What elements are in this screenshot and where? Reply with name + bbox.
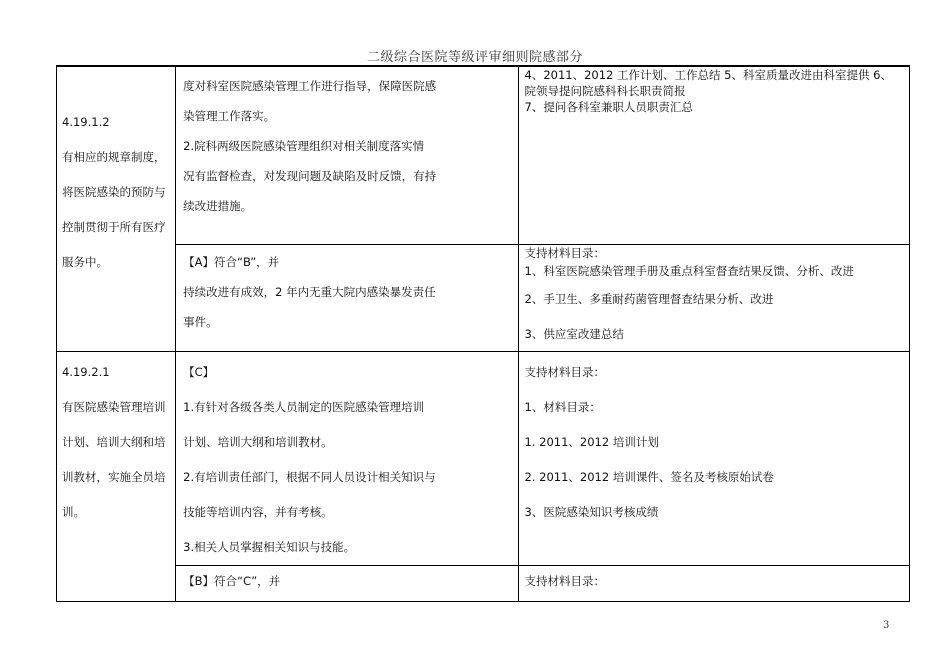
standard-text-line: 2.有培训责任部门，根据不同人员设计相关知识与 [183,470,436,484]
materials-text-line: 3、医院感染知识考核成绩 [524,505,659,519]
materials-text-line: 3、供应室改建总结 [524,327,624,341]
criteria-id-cell [57,67,176,352]
criteria-code: 4.19.2.1 [62,365,110,379]
standard-text-line: 3.相关人员掌握相关知识与技能。 [183,540,356,554]
materials-text-line: 2、手卫生、多重耐药菌管理督查结果分析、改进 [524,292,774,306]
criteria-text-line: 计划、培训大纲和培 [62,435,166,449]
page-number: 3 [883,620,890,631]
standard-text-line: 技能等培训内容，并有考核。 [183,505,333,519]
standard-text-line: 持续改进有成效，2 年内无重大院内感染暴发责任 [183,285,436,299]
standard-text-line: 【A】符合“B”，并 [183,255,280,269]
standard-cell [176,67,518,245]
standard-text-line: 染管理工作落实。 [183,109,276,123]
criteria-text-line: 有相应的规章制度， [62,150,166,164]
materials-text-line: 1. 2011、2012 培训计划 [524,435,659,449]
standard-text-line: 计划、培训大纲和培训教材。 [183,435,333,449]
criteria-text-line: 训。 [62,505,85,519]
materials-cell [518,352,909,566]
criteria-code: 4.19.1.2 [62,115,110,129]
criteria-text-line: 服务中。 [62,255,108,269]
standard-text-line: 1.有针对各级各类人员制定的医院感染管理培训 [183,400,425,414]
materials-text-line: 支持材料目录： [524,365,606,379]
table-row [57,245,910,352]
standard-text-line: 度对科室医院感染管理工作进行指导，保障医院感 [183,79,437,93]
criteria-text-line: 将医院感染的预防与 [62,185,166,199]
criteria-text-line: 有医院感染管理培训 [62,400,166,414]
table-row [57,352,910,566]
materials-text-line: 2. 2011、2012 培训课件、签名及考核原始试卷 [524,470,774,484]
materials-text-line: 1、科室医院感染管理手册及重点科室督查结果反馈、分析、改进 [524,264,854,278]
criteria-text-line: 控制贯彻于所有医疗 [62,220,166,234]
materials-cell [518,245,909,352]
materials-text-line: 支持材料目录： [524,246,606,260]
materials-text-line: 4、2011、2012 工作计划、工作总结 5、科室质量改进由科室提供 6、 [524,68,892,82]
table-row [57,67,910,245]
standard-cell [176,566,518,602]
page-header-title: 二级综合医院等级评审细则院感部分 [366,50,583,65]
materials-text-line: 1、材料目录： [524,400,601,414]
standard-text-line: 事件。 [183,315,218,329]
materials-cell [518,67,909,245]
standard-cell [176,352,518,566]
standard-text-line: 【B】符合“C”，并 [183,574,281,588]
criteria-text-line: 训教材，实施全员培 [62,470,166,484]
standard-cell [176,245,518,352]
materials-cell [518,566,909,602]
criteria-id-cell [57,352,176,602]
standard-text-line: 况有监督检查，对发现问题及缺陷及时反馈，有持 [183,169,437,183]
materials-text-line: 院领导提问院感科科长职责简报 [524,84,686,98]
criteria-table [56,66,910,602]
table-row [57,566,910,602]
standard-text-line: 【C】 [183,365,215,379]
standard-text-line: 2.院科两级医院感染管理组织对相关制度落实情 [183,139,425,153]
standard-text-line: 续改进措施。 [183,199,253,213]
materials-text-line: 支持材料目录： [524,574,606,588]
materials-text-line: 7、提问各科室兼职人员职责汇总 [524,100,693,114]
